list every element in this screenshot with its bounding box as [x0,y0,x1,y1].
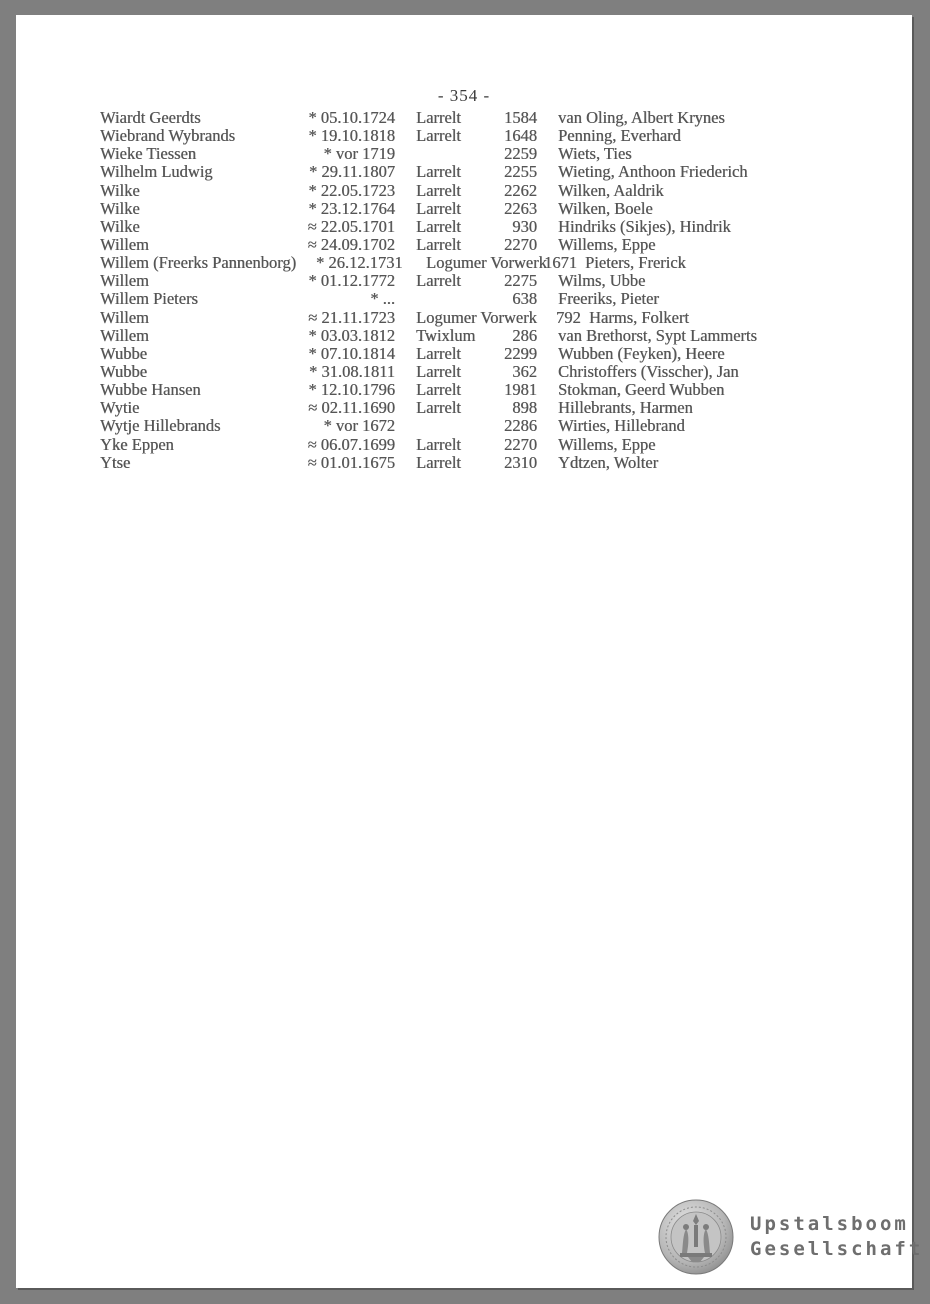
entry-date: ≈ 21.11.1723 [308,307,395,327]
entry-number: 2286 [504,416,537,436]
entry-number: 2270 [504,434,537,454]
entry-name: Ytse [100,452,131,472]
entry-name: Wieke Tiessen [100,144,197,164]
entry-number: 2263 [504,198,537,218]
entry-place: Larrelt [416,234,461,254]
entry-date: * 03.03.1812 [308,325,395,345]
entry-number: 1648 [504,126,537,146]
entry-reference: Wieting, Anthoon Friederich [558,162,748,182]
entry-date: * 26.12.1731 [316,253,403,273]
entry-number: 2262 [504,180,537,200]
entry-number: 2259 [504,144,537,164]
entry-place: Larrelt [416,216,461,236]
register-row [100,327,820,345]
entry-reference: Ydtzen, Wolter [558,452,659,472]
entry-name: Willem [100,307,149,327]
entry-reference: van Brethorst, Sypt Lammerts [558,325,757,345]
entry-reference: Willems, Eppe [558,434,656,454]
entry-reference: Wubben (Feyken), Heere [558,343,725,363]
entry-date: * vor 1672 [323,416,395,436]
entry-place: Larrelt [416,398,461,418]
entry-place: Larrelt [416,108,461,127]
register-row [100,381,820,399]
entry-number: 1584 [504,108,537,127]
entry-place: Larrelt [416,271,461,291]
register-row [100,163,820,181]
entry-date: * 19.10.1818 [308,126,395,146]
register-row [100,363,820,381]
register-row [100,200,820,218]
seal-icon [658,1199,734,1275]
register-row [100,236,820,254]
entry-name: Willem [100,325,149,345]
entry-number: 638 [512,289,537,309]
entry-number: 2255 [504,162,537,182]
entry-name: Wytie [100,398,140,418]
entry-name: Yke Eppen [100,434,174,454]
entry-place: Larrelt [416,452,461,472]
entry-number: 286 [512,325,537,345]
entry-number: 1671 [544,253,577,273]
entry-date: * 31.08.1811 [308,361,395,381]
entry-date: * 05.10.1724 [308,108,395,127]
entry-place: Larrelt [416,343,461,363]
entry-place: Twixlum [416,325,476,345]
entry-number: 2275 [504,271,537,291]
entry-number: 2299 [504,343,537,363]
entry-date: * 01.12.1772 [308,271,395,291]
entry-date: ≈ 24.09.1702 [307,234,395,254]
entry-reference: Willems, Eppe [558,234,656,254]
entry-place: Larrelt [416,361,461,381]
entry-name: Wilhelm Ludwig [100,162,213,182]
entry-reference: Wirties, Hillebrand [558,416,685,436]
page-number: - 354 - [437,86,491,105]
entry-reference: Hindriks (Sikjes), Hindrik [558,216,731,236]
entry-place: Larrelt [416,198,461,218]
register-row [100,182,820,200]
entry-number: 2270 [504,234,537,254]
entry-name: Wiardt Geerdts [100,108,201,127]
entry-place: Logumer Vorwerk [416,307,537,327]
register-row [100,145,820,163]
entry-reference: Wilms, Ubbe [558,271,646,291]
entry-name: Wilke [100,198,140,218]
entry-number: 362 [512,361,537,381]
register-row [100,454,820,472]
document-page [16,15,924,1288]
entry-name: Wilke [100,216,140,236]
entry-date: ≈ 01.01.1675 [307,452,395,472]
entry-date: * ... [370,289,395,309]
entry-place: Larrelt [416,162,461,182]
logo-line-2: Gesellschaft [750,1238,924,1260]
entry-date: * 22.05.1723 [308,180,395,200]
entry-name: Willem Pieters [100,289,198,309]
entry-name: Wubbe Hansen [100,380,201,400]
register-row [100,345,820,363]
register-row [100,417,820,435]
register-row [100,272,820,290]
entry-name: Wiebrand Wybrands [100,126,236,146]
entry-number: 898 [512,398,537,418]
entry-name: Wubbe [100,343,147,363]
entry-date: ≈ 06.07.1699 [307,434,395,454]
register-row [100,254,820,272]
entry-number: 2310 [504,452,537,472]
entry-date: * 12.10.1796 [308,380,395,400]
entry-name: Wubbe [100,361,147,381]
entry-reference: Freeriks, Pieter [558,289,659,309]
entry-reference: Harms, Folkert [589,307,689,327]
register-row [100,436,820,454]
entry-number: 930 [512,216,537,236]
register-row [100,127,820,145]
entry-date: * 07.10.1814 [308,343,395,363]
register-row [100,109,820,127]
entry-date: * 29.11.1807 [308,162,395,182]
entry-date: ≈ 02.11.1690 [308,398,395,418]
logo-wordmark [750,1212,923,1262]
entry-date: * vor 1719 [323,144,395,164]
register-row [100,218,820,236]
entry-reference: Christoffers (Visscher), Jan [558,361,739,381]
entry-date: * 23.12.1764 [308,198,395,218]
entry-place: Larrelt [416,126,461,146]
name-register [100,109,820,472]
entry-reference: Stokman, Geerd Wubben [558,380,725,400]
register-row [100,309,820,327]
entry-reference: Hillebrants, Harmen [558,398,693,418]
entry-place: Logumer Vorwerk [426,253,547,273]
entry-reference: Penning, Everhard [558,126,681,146]
register-row [100,290,820,308]
entry-name: Willem [100,271,149,291]
entry-number: 1981 [504,380,537,400]
entry-reference: van Oling, Albert Krynes [558,108,725,127]
entry-number: 792 [556,307,581,327]
entry-place: Larrelt [416,180,461,200]
entry-place: Larrelt [416,434,461,454]
register-row [100,399,820,417]
logo-line-1: Upstalsboom [750,1213,909,1235]
entry-reference: Pieters, Frerick [585,253,686,273]
entry-name: Willem (Freerks Pannenborg) [100,253,297,273]
entry-name: Wilke [100,180,140,200]
entry-name: Wytje Hillebrands [100,416,221,436]
society-logo [658,1199,923,1275]
entry-reference: Wiets, Ties [558,144,632,164]
entry-name: Willem [100,234,149,254]
entry-reference: Wilken, Boele [558,198,653,218]
entry-reference: Wilken, Aaldrik [558,180,664,200]
entry-date: ≈ 22.05.1701 [307,216,395,236]
entry-place: Larrelt [416,380,461,400]
